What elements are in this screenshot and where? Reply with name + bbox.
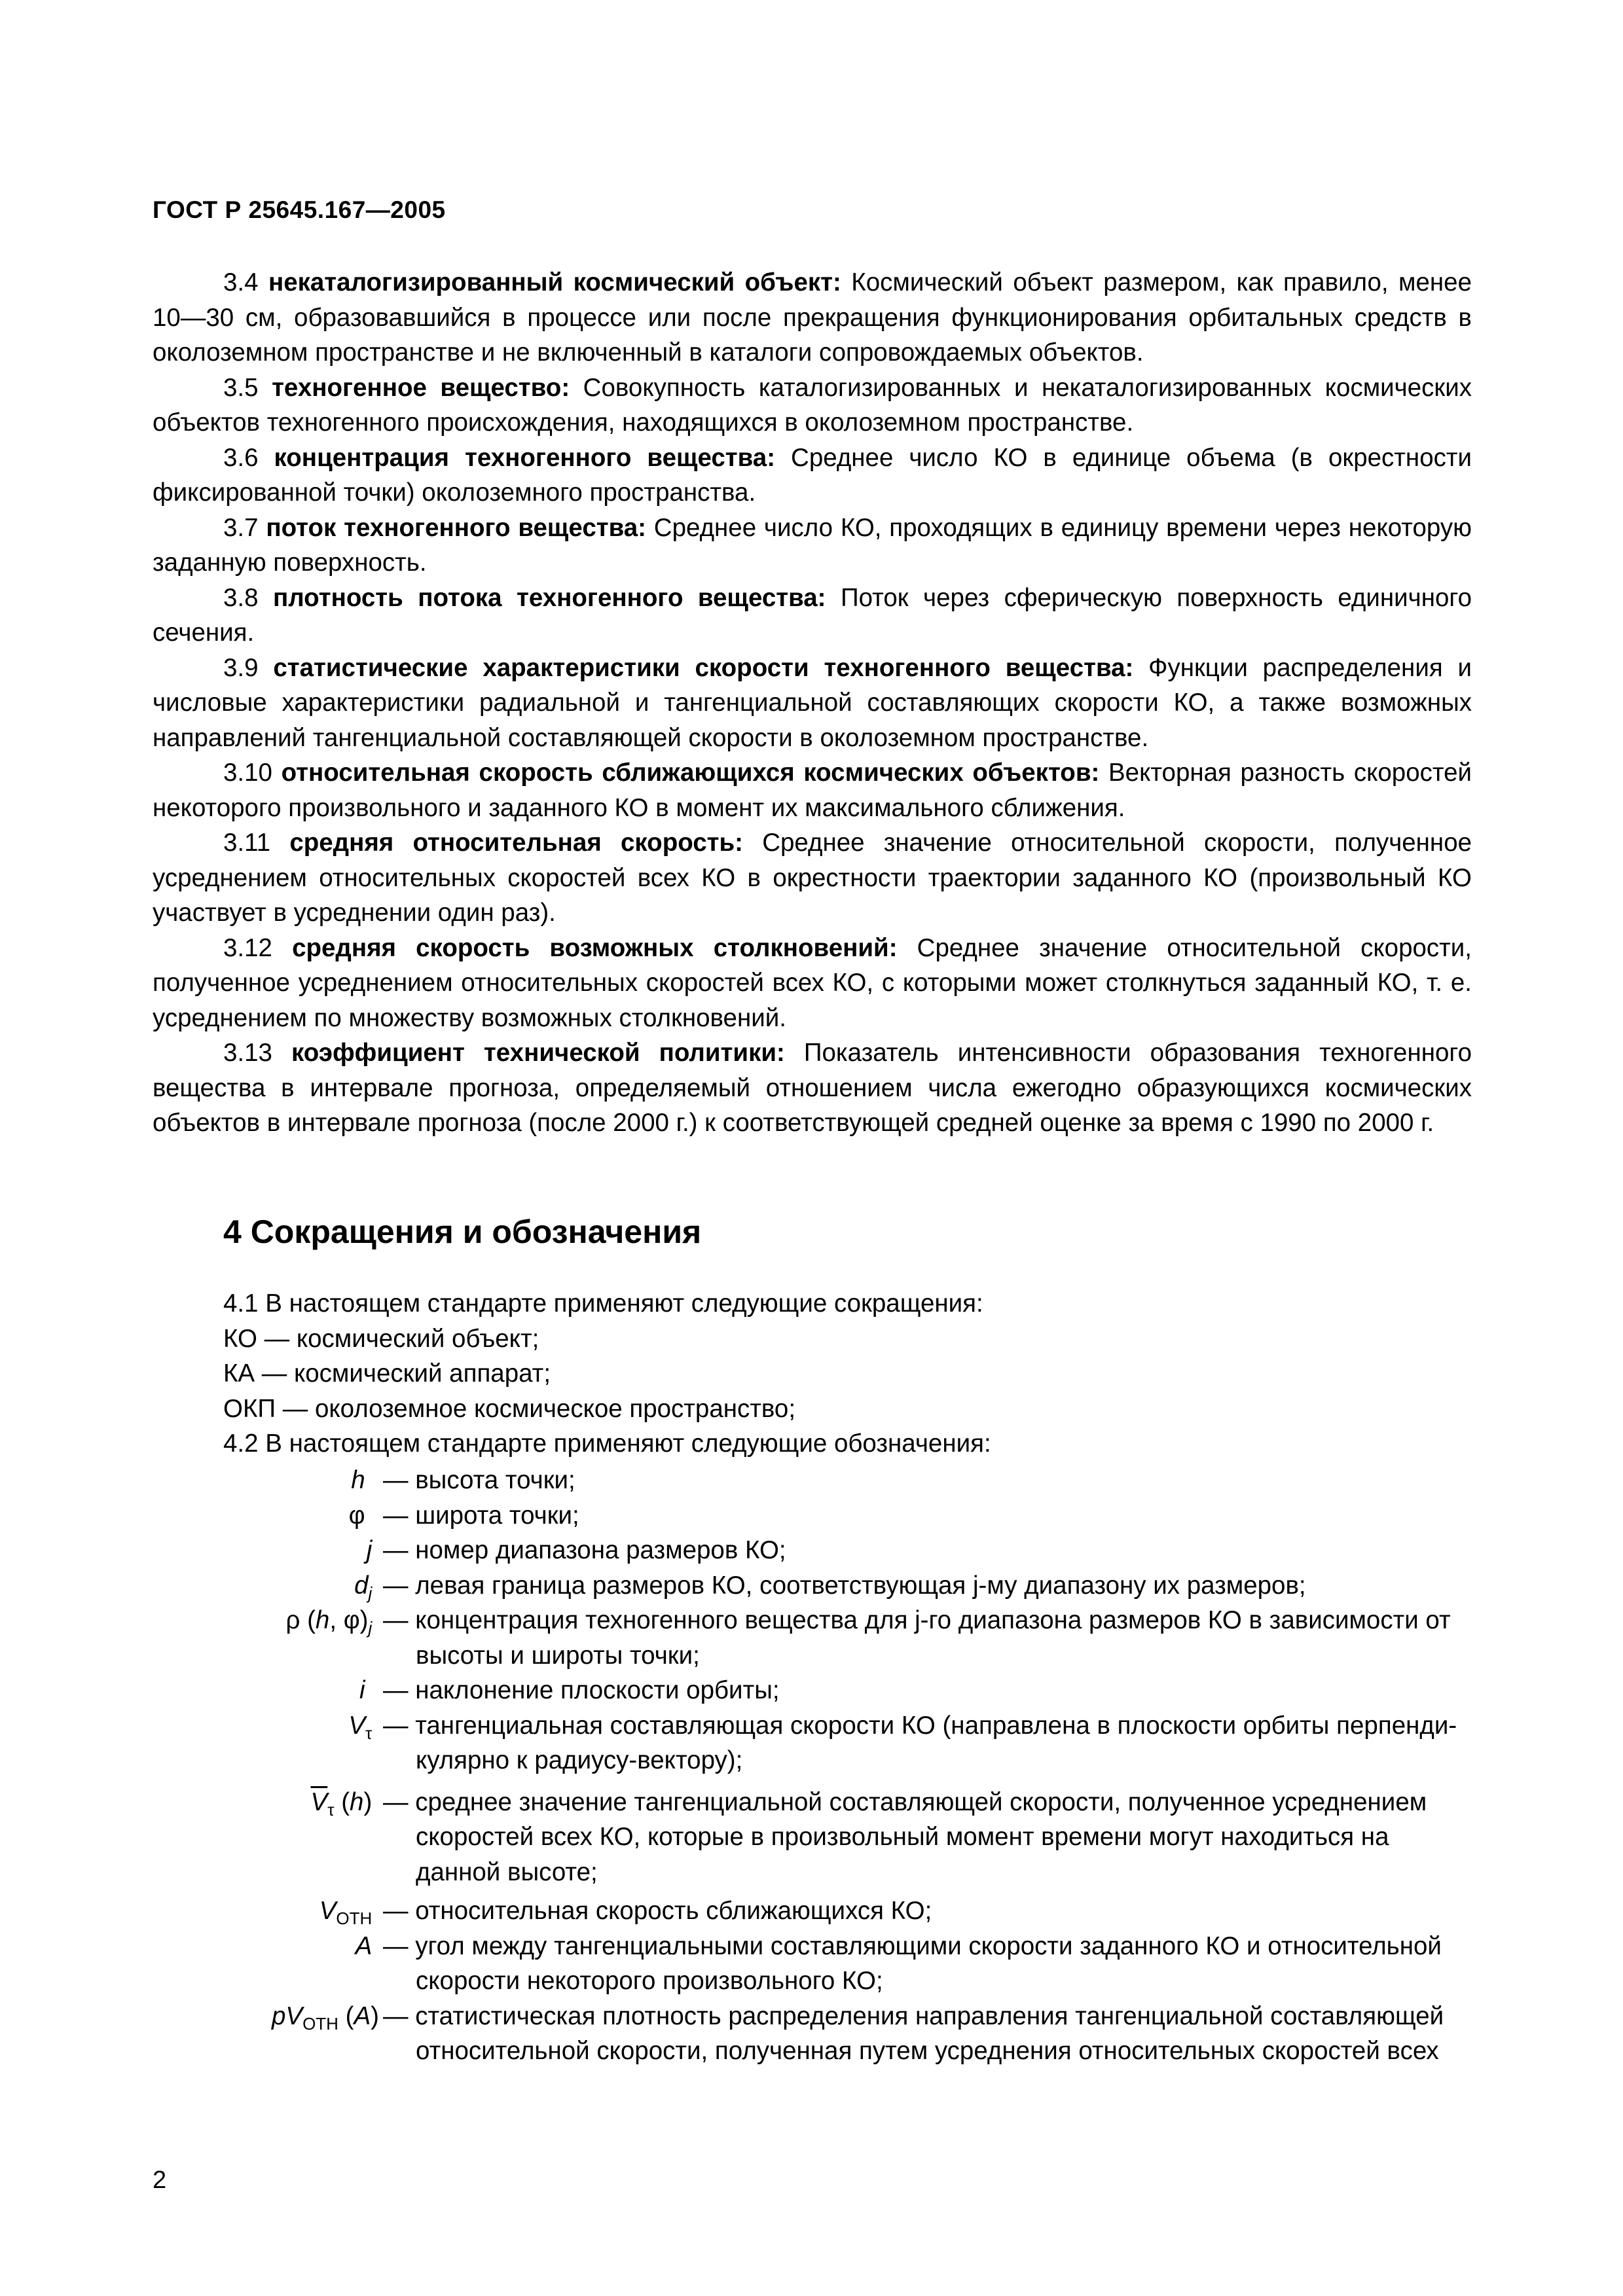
symbol-vtau: $V_\tau$ xyxy=(348,1711,373,1743)
definitions-list xyxy=(153,265,1472,1141)
definition-item: 3.4 некаталогизированный космический объект: Космический объект размером, как правило, менее 10—30 см, образовавшийся в процессе или после прекращения функционирования орбитальных средств в околоземном пространстве и не включенный в каталоги сопровождаемых объектов. xyxy=(153,268,1472,367)
definition-item: 3.12 средняя скорость возможных столкновений: Среднее значение относительной скорости, полученное усреднением относительных скоростей всех КО, с которыми может столкнуться заданный КО, т. е. усреднением по множеству возможных столкновений. xyxy=(153,933,1472,1032)
definition-term: плотность потока техногенного вещества: xyxy=(272,583,826,612)
symbol-votn: $V_{ОТН}$ xyxy=(319,1897,373,1928)
symbol-desc: — концентрация техногенного вещества для j-го диапазона размеров КО в зависимости от высоты и широты точки; xyxy=(383,1606,1451,1670)
definition-item: 3.5 техногенное вещество: Совокупность каталогизированных и некаталогизированных космических объектов техногенного происхождения, находящихся в околоземном пространстве. xyxy=(153,373,1472,437)
symbol-desc: — статистическая плотность распределения направления тангенциальной составляющей относительной скорости, полученная путем усреднения относительных скоростей всех xyxy=(383,2001,1444,2065)
definition-term: средняя относительная скорость: xyxy=(289,829,743,857)
abbreviation-item: ОКП — околоземное космическое пространство; xyxy=(223,1394,796,1423)
symbol-item xyxy=(153,1893,1472,1929)
symbol-item xyxy=(153,1785,1472,1890)
definition-term: средняя скорость возможных столкновений: xyxy=(292,933,898,962)
symbol-desc: — широта точки; xyxy=(383,1501,579,1530)
abbreviation-item: КА — космический аппарат; xyxy=(223,1359,551,1388)
symbol-desc: — среднее значение тангенциальной составляющей скорости, полученное усреднением скоростей всех КО, которые в произвольный момент времени могут находиться на данной высоте; xyxy=(383,1787,1427,1886)
symbol-vtau-mean: $\overline{V}_\tau$ (h) xyxy=(310,1787,373,1820)
document-header: ГОСТ Р 25645.167—2005 xyxy=(153,196,446,223)
section-title: 4 Сокращения и обозначения xyxy=(223,1213,702,1250)
symbol-h: h xyxy=(351,1466,379,1494)
symbol-item xyxy=(153,1929,1472,1999)
symbol-desc: — относительная скорость сближающихся КО; xyxy=(383,1897,932,1925)
definition-term: статистические характеристики скорости техногенного вещества: xyxy=(273,653,1134,682)
symbol-a: A xyxy=(355,1931,379,1960)
symbol-pvotn: $pV_{ОТН}$ (A) xyxy=(271,2001,379,2034)
definition-item: 3.9 статистические характеристики скорости техногенного вещества: Функции распределения и числовые характеристики радиальной и тангенциальной составляющих скорости КО, а также возможных направлений тангенциальной составляющей скорости в околоземном пространстве. xyxy=(153,653,1472,752)
symbol-desc: — тангенциальная составляющая скорости КО (направлена в плоскости орбиты перпенди- кулярно к радиусу-вектору); xyxy=(383,1711,1457,1774)
symbol-item xyxy=(153,1673,1472,1708)
symbol-desc: — наклонение плоскости орбиты; xyxy=(383,1676,780,1704)
definition-item: 3.11 средняя относительная скорость: Среднее значение относительной скорости, полученное усреднением относительных скоростей всех КО в окрестности траектории заданного КО (произвольный КО участвует в усреднении один раз). xyxy=(153,829,1472,927)
symbol-item xyxy=(153,1533,1472,1568)
definition-item: 3.6 концентрация техногенного вещества: Среднее число КО в единице объема (в окрестности фиксированной точки) околоземного пространства. xyxy=(153,443,1472,507)
definition-term: относительная скорость сближающихся космических объектов: xyxy=(281,759,1100,787)
symbol-item xyxy=(153,1603,1472,1673)
symbols-list xyxy=(153,1463,1472,2069)
symbol-j: j xyxy=(366,1536,379,1564)
abbreviations-block xyxy=(223,1286,1467,1462)
definition-item: 3.8 плотность потока техногенного вещества: Поток через сферическую поверхность единичного сечения. xyxy=(153,583,1472,647)
definition-term: техногенное вещество: xyxy=(272,373,570,402)
definition-term: поток техногенного вещества: xyxy=(266,513,646,542)
definition-item: 3.7 поток техногенного вещества: Среднее число КО, проходящих в единицу времени через некоторую заданную поверхность. xyxy=(153,513,1472,577)
symbol-phi: φ xyxy=(348,1501,365,1530)
page-number: 2 xyxy=(153,2166,167,2194)
definition-term: некаталогизированный космический объект: xyxy=(268,268,841,296)
symbol-i: i xyxy=(359,1676,379,1704)
definition-item: 3.10 относительная скорость сближающихся космических объектов: Векторная разность скоростей некоторого произвольного и заданного КО в момент их максимального сближения. xyxy=(153,759,1472,822)
symbol-item xyxy=(153,1708,1472,1778)
symbol-desc: — угол между тангенциальными составляющими скорости заданного КО и относительной скорости некоторого произвольного КО; xyxy=(383,1931,1442,1995)
symbol-desc: — левая граница размеров КО, соответствующая j-му диапазону их размеров; xyxy=(383,1571,1306,1600)
abbreviations-intro: 4.1 В настоящем стандарте применяют следующие сокращения: xyxy=(223,1289,983,1318)
symbol-item xyxy=(153,1463,1472,1498)
definition-term: коэффициент технической политики: xyxy=(291,1039,785,1067)
symbol-item xyxy=(153,1999,1472,2069)
symbol-desc: — номер диапазона размеров КО; xyxy=(383,1536,786,1564)
abbreviation-item: КО — космический объект; xyxy=(223,1324,539,1353)
symbol-desc: — высота точки; xyxy=(383,1466,575,1494)
symbol-item xyxy=(153,1568,1472,1604)
definition-term: концентрация техногенного вещества: xyxy=(274,443,776,472)
symbol-item xyxy=(153,1498,1472,1534)
symbol-dj: $d_j$ xyxy=(354,1571,373,1603)
symbols-intro: 4.2 В настоящем стандарте применяют следующие обозначения: xyxy=(223,1429,991,1458)
definition-item: 3.13 коэффициент технической политики: Показатель интенсивности образования техногенного вещества в интервале прогноза, определяемый отношением числа ежегодно образующихся космических объектов в интервале прогноза (после 2000 г.) к соответствующей средней оценке за время с 1990 по 2000 г. xyxy=(153,1039,1472,1137)
symbol-rho: ρ (h, $\varphi)_j$ xyxy=(285,1606,373,1638)
